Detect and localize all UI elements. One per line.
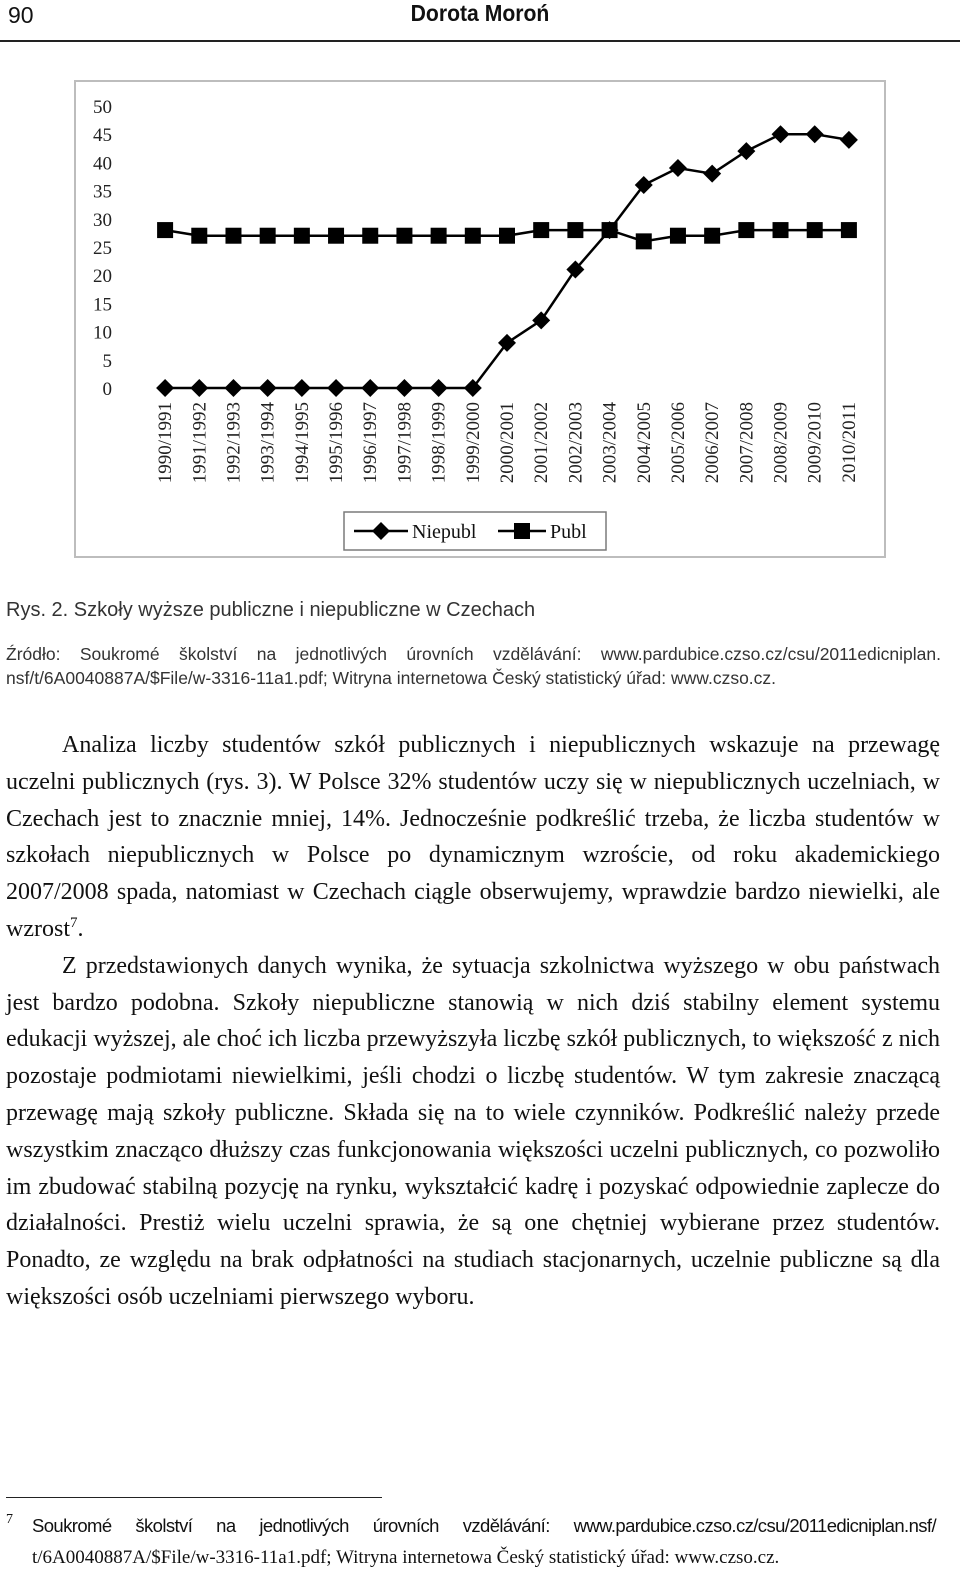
data-point-niepubl (703, 165, 721, 183)
paragraph-1 (6, 727, 940, 948)
x-tick-label: 1998/1999 (428, 402, 450, 484)
data-point-niepubl (361, 379, 379, 397)
x-tick-label: 1990/1991 (155, 402, 177, 484)
x-tick-label: 2004/2005 (633, 402, 655, 484)
y-tick-label: 30 (93, 209, 112, 231)
data-point-publ (499, 228, 515, 244)
paragraph-1-text: Analiza liczby studentów szkół publicznych i niepublicznych wskazuje na przewagę uczelni publicznych (rys. 3). W Polsce 32% studentów uczy się w niepublicznych uczelniach, w Czechach jest to znacznie mniej, 14%. Jednocześnie podkreślić trzeba, że liczba studentów w szkołach niepublicznych w Polsce po dynamicznym wzroście, od roku akademickiego 2007/2008 spada, natomiast w Czechach ciągle obserwujemy, wprawdzie bardzo niewielki, ale wzrost (6, 732, 940, 942)
footnote-mark: 7 (6, 1512, 13, 1527)
x-tick-label: 1991/1992 (189, 402, 211, 484)
data-point-publ (157, 222, 173, 238)
data-point-publ (191, 228, 207, 244)
data-point-publ (602, 222, 618, 238)
data-point-publ (225, 228, 241, 244)
data-point-publ (841, 222, 857, 238)
x-tick-label: 1993/1994 (257, 402, 279, 484)
x-tick-label: 1996/1997 (360, 402, 382, 484)
x-tick-label: 2005/2006 (667, 402, 689, 484)
x-tick-label: 2001/2002 (531, 402, 553, 484)
footnote-rule (6, 1497, 382, 1498)
data-point-publ (670, 228, 686, 244)
x-tick-label: 1992/1993 (223, 402, 245, 484)
legend-label: Publ (550, 521, 587, 543)
data-point-publ (294, 228, 310, 244)
paragraph-2: Z przedstawionych danych wynika, że sytuacja szkolnictwa wyższego w obu państwach jest bardzo podobna. Szkoły niepubliczne stanowią w nich dziś stabilny element systemu edukacji wyższej, ale choć ich liczba przewyższyła liczbę szkół publicznych, to większość z nich pozostaje podmiotami niewielkimi, jeśli chodzi o liczbę studentów. W tym zakresie znaczącą przewagę mają szkoły publiczne. Składa się na to wiele czynników. Podkreślić należy przede wszystkim znacząco dłuższy czas funkcjonowania większości uczelni publicznych, co pozwoliło im zbudować stabilną pozycję na rynku, wykształcić kadrę i pozyskać odpowiednie zaplecze do działalności. Prestiż wielu uczelni sprawia, że są one chętniej wybierane przez studentów. Ponadto, ze względu na brak odpłatności na studiach stacjonarnych, uczelnie publiczne są dla większości osób uczelniami pierwszego wyboru. (6, 952, 940, 1310)
y-tick-label: 10 (93, 322, 112, 344)
x-tick-label: 1997/1998 (394, 402, 416, 484)
y-tick-label: 35 (93, 181, 112, 203)
data-point-publ (465, 228, 481, 244)
data-point-niepubl (224, 379, 242, 397)
running-head: Dorota Moroń (410, 0, 550, 26)
y-tick-label: 15 (93, 294, 112, 316)
source-line-2: nsf/t/6A0040887A/$File/w-3316-11a1.pdf; Witryna internetowa Český statistický úřad: www.czso.cz. (6, 668, 777, 688)
data-point-niepubl (806, 125, 824, 143)
footnote-line-2: t/6A0040887A/$File/w-3316-11a1.pdf; Witryna internetowa Český statistický úřad: www.czso.cz. (32, 1547, 780, 1568)
data-point-publ (738, 222, 754, 238)
x-tick-label: 2007/2008 (736, 402, 758, 484)
data-point-publ (807, 222, 823, 238)
data-point-niepubl (430, 379, 448, 397)
data-point-publ (533, 222, 549, 238)
y-tick-label: 25 (93, 238, 112, 259)
x-tick-label: 2003/2004 (599, 402, 621, 484)
y-tick-label: 45 (93, 125, 112, 147)
x-tick-label: 2002/2003 (565, 402, 587, 484)
data-point-niepubl (190, 379, 208, 397)
figure-source (6, 642, 941, 690)
data-point-publ (260, 228, 276, 244)
series-niepubl (156, 125, 858, 397)
data-point-publ (636, 233, 652, 249)
body-text (6, 727, 940, 1316)
paragraph-1-end: . (77, 915, 84, 942)
y-tick-label: 40 (93, 153, 112, 175)
x-tick-label: 2000/2001 (497, 402, 518, 484)
data-point-niepubl (532, 311, 550, 329)
x-tick-label: 2006/2007 (702, 402, 724, 484)
data-point-niepubl (737, 142, 755, 160)
data-point-publ (773, 222, 789, 238)
x-tick-label: 1999/2000 (462, 402, 484, 484)
chart-frame (74, 80, 886, 558)
y-tick-label: 0 (102, 379, 112, 400)
x-tick-label: 1995/1996 (326, 402, 348, 484)
data-point-niepubl (840, 131, 858, 149)
data-point-publ (362, 228, 378, 244)
data-point-niepubl (395, 379, 413, 397)
data-point-niepubl (327, 379, 345, 397)
y-tick-label: 20 (93, 266, 112, 288)
y-tick-label: 5 (102, 350, 112, 372)
data-point-publ (396, 228, 412, 244)
x-tick-label: 2008/2009 (770, 402, 792, 484)
data-point-niepubl (293, 379, 311, 397)
data-point-publ (328, 228, 344, 244)
data-point-niepubl (772, 125, 790, 143)
series-publ (157, 222, 857, 249)
data-point-niepubl (156, 379, 174, 397)
legend-label: Niepubl (412, 521, 477, 543)
x-tick-label: 1994/1995 (291, 402, 313, 484)
line-chart (76, 82, 888, 560)
data-point-publ (704, 228, 720, 244)
data-point-niepubl (669, 159, 687, 177)
data-point-publ (431, 228, 447, 244)
data-point-niepubl (259, 379, 277, 397)
footnote-line-1: Soukromé školství na jednotlivých úrovních vzdělávání: www.pardubice.czso.cz/csu/2011edicniplan.nsf/ (32, 1515, 936, 1536)
page-number: 90 (8, 2, 34, 28)
figure-caption: Rys. 2. Szkoły wyższe publiczne i niepubliczne w Czechach (6, 599, 536, 621)
x-tick-label: 2009/2010 (804, 402, 826, 484)
x-tick-label: 2010/2011 (838, 402, 860, 483)
footnote-ref-7[interactable]: 7 (69, 914, 78, 931)
page-header (0, 0, 960, 42)
y-tick-label: 50 (93, 97, 112, 118)
source-line-1: Źródło: Soukromé školství na jednotlivých úrovních vzdělávání: www.pardubice.czso.cz/csu/2011edicniplan. (6, 644, 941, 664)
data-point-publ (567, 222, 583, 238)
footnote-7 (6, 1510, 936, 1574)
